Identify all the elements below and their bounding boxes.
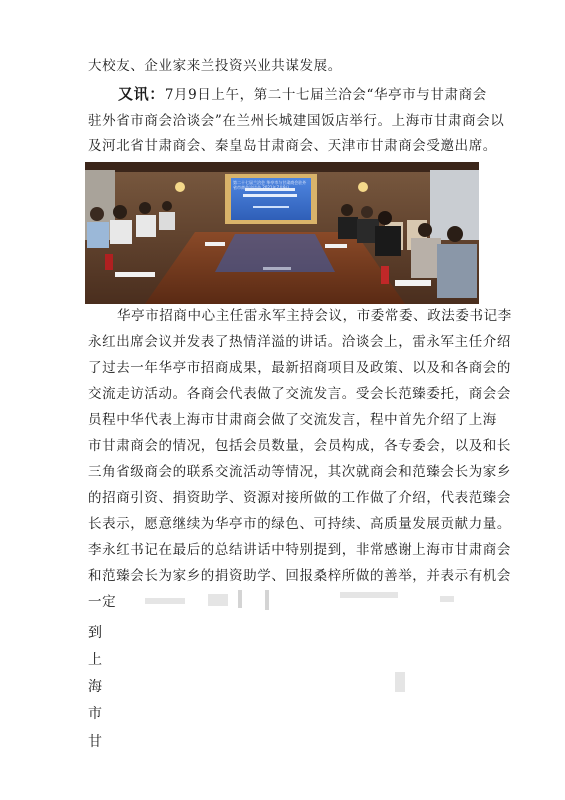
faded-text-fragment [440,596,454,602]
text-line: 及河北省甘肃商会、秦皇岛甘肃商会、天津市甘肃商会受邀出席。 [88,138,497,154]
text-line: 驻外省市商会洽谈会”在兰州长城建国饭店举行。上海市甘肃商会以 [88,113,505,129]
text-line: 市甘肃商会的情况，包括会员数量，会员构成，各专委会，以及和长 [88,438,511,454]
text-line: 华亭市招商中心主任雷永军主持会议，市委常委、政法委书记李 [117,308,512,324]
faded-text-fragment [395,672,405,692]
vertical-char: 海 [88,679,102,695]
news-label: 又讯： [118,85,165,103]
faded-text-fragment [340,592,398,598]
faded-text-fragment [208,594,228,606]
vertical-char: 甘 [88,734,102,750]
faded-text-fragment [145,598,185,604]
meeting-photo [85,162,479,304]
text-line: 一定 [88,594,117,610]
faded-text-fragment [238,590,242,608]
text-line: 员程中华代表上海市甘肃商会做了交流发言，程中首先介绍了上海 [88,412,497,428]
vertical-char: 上 [88,652,102,668]
screen-text: 第二十七届兰洽会 华亭市与甘肃商会驻外省市商会洽谈会 2021年7月9日 [233,180,307,190]
text-line: 大校友、企业家来兰投资兴业共谋发展。 [88,58,342,74]
text-line: 永红出席会议并发表了热情洋溢的讲话。洽谈会上，雷永军主任介绍 [88,334,511,350]
text-line: 长表示，愿意继续为华亭市的绿色、可持续、高质量发展贡献力量。 [88,516,511,532]
text-fragment: 7月9日上午，第二十七届兰洽会“华亭市与甘肃商会 [164,87,487,103]
vertical-char: 市 [88,706,102,722]
vertical-char: 到 [88,625,102,641]
news-lead-line [118,86,487,103]
text-line: 三角省级商会的联系交流活动等情况，其次就商会和范臻会长为家乡 [88,464,511,480]
text-line: 的招商引资、捐资助学、资源对接所做的工作做了介绍，代表范臻会 [88,490,511,506]
text-line: 了过去一年华亭市招商成果，最新招商项目及政策、以及和各商会的 [88,360,511,376]
text-line: 交流走访活动。各商会代表做了交流发言。受会长范臻委托，商会会 [88,386,511,402]
faded-text-fragment [265,590,269,610]
text-line: 李永红书记在最后的总结讲话中特别提到，非常感谢上海市甘肃商会 [88,542,511,558]
text-line: 和范臻会长为家乡的捐资助学、回报桑梓所做的善举，并表示有机会 [88,568,511,584]
